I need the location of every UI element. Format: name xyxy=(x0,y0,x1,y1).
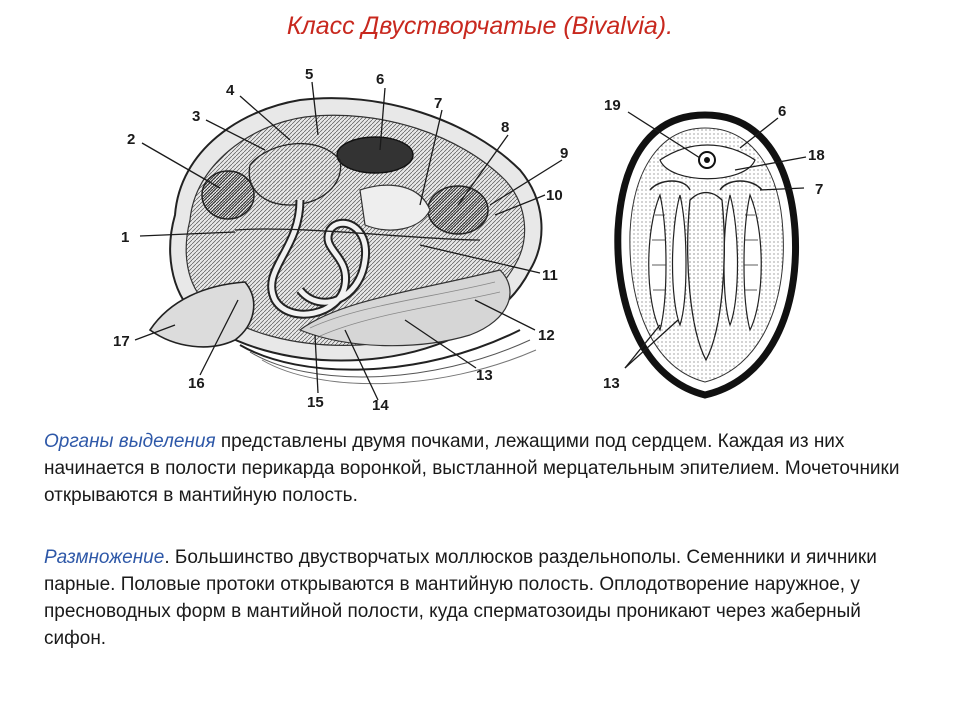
paragraph-reproduction-body: . Большинство двустворчатых моллюсков раздельнополы. Семенники и яичники парные. Половые протоки открываются в мантийную полость. Оплодотворение наружное, у пресноводных форм в мантийной полости, куда сперматозоиды проникают через жаберный сифон. xyxy=(44,547,877,649)
label-15: 15 xyxy=(307,394,324,411)
label-1: 1 xyxy=(121,229,130,246)
label-6-right: 6 xyxy=(778,103,787,120)
label-13-right: 13 xyxy=(603,375,620,392)
label-6: 6 xyxy=(376,71,385,88)
label-14: 14 xyxy=(372,397,389,414)
label-2: 2 xyxy=(127,131,136,148)
label-5: 5 xyxy=(305,66,314,83)
label-3: 3 xyxy=(192,108,201,125)
label-7: 7 xyxy=(434,95,443,112)
label-18: 18 xyxy=(808,147,825,164)
paragraph-reproduction xyxy=(44,544,924,652)
label-10: 10 xyxy=(546,187,563,204)
label-4: 4 xyxy=(226,82,235,99)
label-19: 19 xyxy=(604,97,621,114)
slide-title: Класс Двустворчатые (Bivalvia). xyxy=(286,12,674,40)
paragraph-excretion xyxy=(44,428,924,509)
label-16: 16 xyxy=(188,375,205,392)
label-12: 12 xyxy=(538,327,555,344)
paragraph-excretion-body: представлены двумя почками, лежащими под сердцем. Каждая из них начинается в полости перикарда воронкой, выстланной мерцательным эпителием. Мочеточники открываются в мантийную полость. xyxy=(44,431,900,506)
anatomy-drawing xyxy=(0,50,960,420)
label-17: 17 xyxy=(113,333,130,350)
label-13: 13 xyxy=(476,367,493,384)
mussel-anatomy-drawing xyxy=(150,98,541,384)
label-7-right: 7 xyxy=(815,181,824,198)
label-8: 8 xyxy=(501,119,510,136)
paragraph-excretion-highlight: Органы выделения xyxy=(44,431,216,452)
cross-section-drawing xyxy=(618,115,796,395)
paragraph-reproduction-highlight: Размножение xyxy=(44,547,165,568)
label-9: 9 xyxy=(560,145,569,162)
label-11: 11 xyxy=(542,267,558,284)
anatomy-figure xyxy=(0,50,960,420)
